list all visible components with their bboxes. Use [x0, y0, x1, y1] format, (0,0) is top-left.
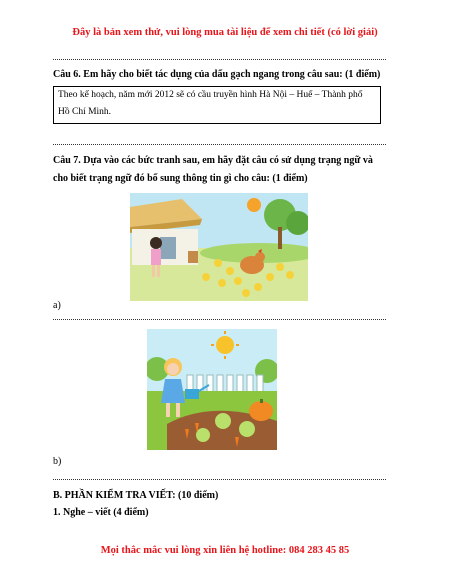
answer-line — [53, 144, 386, 145]
answer-label-b: b) — [53, 456, 62, 467]
answer-line — [53, 479, 386, 480]
section-b-item-1: 1. Nghe – viết (4 điểm) — [53, 507, 149, 518]
answer-line — [53, 59, 386, 60]
question-7-title-line2: cho biết trạng ngữ đó bổ sung thông tin gì cho câu: (1 điểm) — [53, 173, 308, 184]
question-6-sentence: Theo kế hoạch, năm mới 2012 sẽ có cầu truyền hình Hà Nội – Huế – Thành phố Hồ Chí Minh. — [58, 90, 363, 117]
section-b-title: B. PHẦN KIỂM TRA VIẾT: (10 điểm) — [53, 490, 219, 501]
header-notice: Đây là bản xem thử, vui lòng mua tài liệu để xem chi tiết (có lời giải) — [72, 27, 378, 38]
answer-line — [53, 319, 386, 320]
answer-label-a: a) — [53, 300, 61, 311]
question-7-title-line1: Câu 7. Dựa vào các bức tranh sau, em hãy đặt câu có sử dụng trạng ngữ và — [53, 155, 373, 166]
question-6-sentence-box — [53, 86, 381, 124]
footer-notice: Mọi thắc mắc vui lòng xin liên hệ hotline: 084 283 45 85 — [100, 545, 350, 556]
question-6-title: Câu 6. Em hãy cho biết tác dụng của dấu gạch ngang trong câu sau: (1 điểm) — [53, 69, 381, 80]
illustration-girl-watering-garden — [147, 329, 277, 450]
illustration-girl-and-chickens — [130, 193, 308, 301]
